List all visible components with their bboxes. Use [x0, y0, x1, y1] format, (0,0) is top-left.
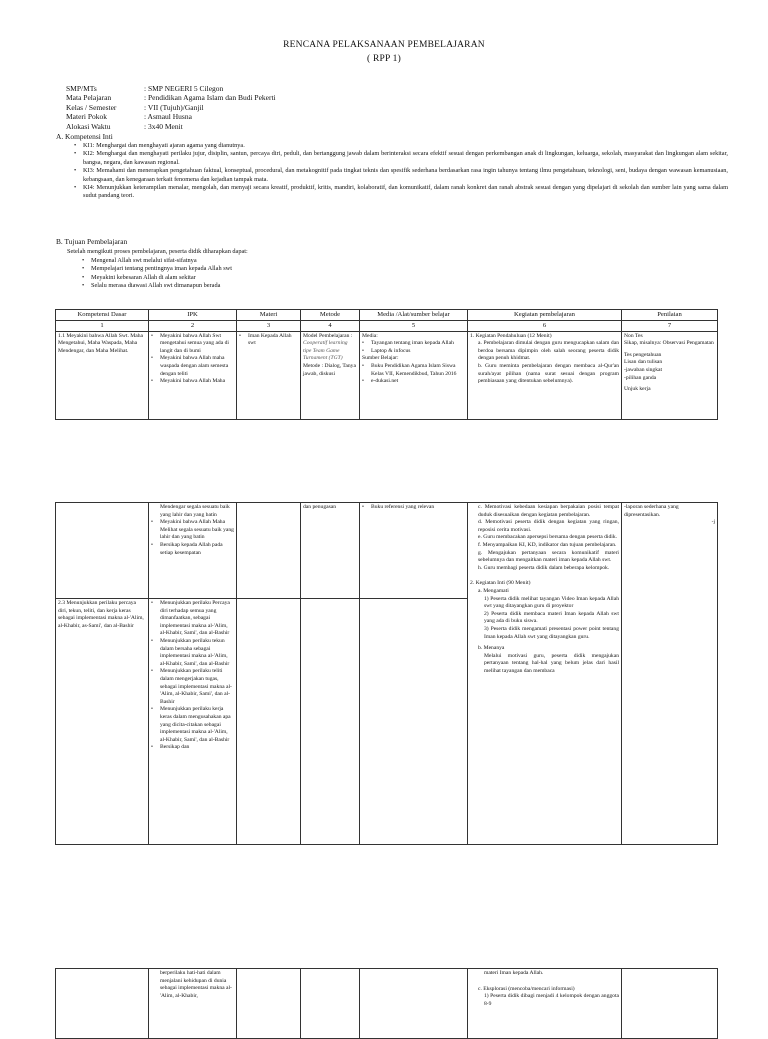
table-header-row — [56, 310, 718, 321]
list-item: • Menunjukkan perilaku Percaya diri terhadap semua yang dimanfaatkan, sebagai implementasi makna al-'Alim, al-Khabir, Sami', dan al-Bashir — [160, 600, 234, 638]
inti-title: 2. Kegiatan Inti (90 Menit) — [470, 580, 531, 587]
kegiatan-cell — [468, 503, 622, 845]
penilaian-line: Lisan dan tulisan — [624, 359, 663, 366]
col-number: 2 — [149, 321, 237, 332]
penilaian-line: -jawaban singkat — [624, 366, 663, 373]
list-item: • KI2: Menghargai dan menghayati perilaku jujur, disiplin, santun, percaya diri, peduli, dan bertanggung jawab dalam berinteraksi secara efektif sesuai dengan perkembangan anak di lingkungan, keluarga, sekolah, masyarakat dan lingkungan alam sekitar, bangsa, negara, dan kawasan regional. — [83, 150, 728, 167]
penilaian-line: -laporan sederhana yang dipresentasikan. — [624, 504, 679, 518]
kegiatan-item: c. Memotivasi kebedaan kesiapan berpakaian posisi tempat duduk disesuaikan dengan kegiatan pembelajaran. — [478, 504, 619, 518]
media-cell — [360, 599, 468, 845]
header-ipk: IPK — [149, 310, 237, 321]
col-number: 3 — [237, 321, 301, 332]
kegiatan-item: 3) Peserta didik mengamati presentasi power point tentang Iman kepada Allah swt yang ditayangkan guru. — [484, 625, 619, 640]
header-media: Media /Alat/sumber belajar — [360, 310, 468, 321]
penilaian-line: Sikap, misalnya: Observasi Pengamatan — [624, 340, 714, 347]
col-number: 5 — [360, 321, 468, 332]
header-penilaian: Penilaian — [622, 310, 718, 321]
media-cell — [360, 969, 468, 1039]
header-kd: Kompetensi Dasar — [56, 310, 149, 321]
materi-cell — [237, 503, 301, 599]
identity-table — [66, 84, 276, 131]
list-item: • Buku referensi yang relevan — [371, 504, 465, 512]
kegiatan-item: 1) Peserta didik melihat tayangan Video Iman kepada Allah swt yang ditayangkan guru di proyektor — [484, 595, 619, 610]
metode-cell — [301, 331, 360, 419]
list-item: • Selalu merasa diawasi Allah swt dimanapun berada — [91, 282, 491, 290]
menanya-text: Melalui motivasi guru, peserta didik mengajukan pertanyaan tentang hal-hal yang belum jelas dari hasil melihat tayangan dan membaca — [484, 652, 619, 674]
kegiatan-item: g. Mengajukan pertanyaan secara komunikatif materi sebelumnya dan mengaitkan materi iman kepada Allah swt. — [478, 549, 619, 564]
meta-row — [66, 93, 276, 102]
col-number: 1 — [56, 321, 149, 332]
table-row — [56, 969, 718, 1039]
list-item: • Menunjukkan perilaku tekun dalam bersaha sebagai implementasi makna al-'Alim, al-Khabir, Sami', dan al-Bashir — [160, 638, 234, 668]
col-number: 4 — [301, 321, 360, 332]
penilaian-line: -pilihan ganda — [624, 374, 657, 381]
penilaian-mark: -j — [711, 519, 715, 526]
kegiatan-title: 1. Kegiatan Pendahuluan (12 Menit) — [470, 332, 552, 339]
kd-cell — [56, 969, 149, 1039]
list-item: • Meyakini kebesaran Allah di alam sekitar — [91, 274, 491, 282]
meta-row — [66, 84, 276, 93]
meta-label: SMP/MTs — [66, 84, 97, 93]
kegiatan-item: d. Memotivasi peserta didik dengan kegiatan yang ringan, reposisi cerita motivasi. — [478, 519, 619, 533]
meta-value: : 3x40 Menit — [144, 121, 183, 131]
header-materi: Materi — [237, 310, 301, 321]
list-item: • Meyakini bahwa Allah maha waspada dengan alam semesta dengan teliti — [160, 355, 234, 378]
ipk-cell — [149, 599, 237, 845]
meta-label: Kelas / Semester — [66, 102, 117, 112]
list-item: • KI4: Menunjukkan keterampilan menalar, mengolah, dan menyaji secara kreatif, produktif, kritis, mandiri, kolaboratif, dan komunikatif, dalam ranah konkret dan ranah abstrak sesuai dengan yang dipelajari di sekolah dan sumber lain yang sama dalam sudut pandang teori. — [83, 184, 728, 201]
tujuan-list — [80, 257, 491, 291]
meta-value: : Asmaul Husna — [144, 112, 192, 122]
kegiatan-item: b. Guru meminta pembelajaran dengan membaca al-Qur'an surah/ayat pilihan (nama surat sesuai dengan program pembiasaan yang ditentukan sebelumnya). — [478, 362, 619, 385]
list-item: • Buku Pendidikan Agama Islam Siswa Kelas VII, Kemendikbud, Tahun 2016 — [371, 363, 465, 378]
penilaian-line: Unjuk kerja — [624, 386, 651, 393]
meta-value: : Pendidikan Agama Islam dan Budi Pekerti — [144, 93, 276, 103]
materi-cell — [237, 969, 301, 1039]
kegiatan-item: h. Guru membagi peserta didik dalam beberapa kelompok. — [478, 564, 610, 571]
kd-cell: 1.1 Meyakini bahwa Allah Swt. Maha Mengetahui, Maha Waspada, Maha Mendengar, dan Maha Melihat. — [56, 331, 149, 419]
kegiatan-item: 2) Peserta didik membaca materi Iman kepada Allah swt yang ada di buku siswa. — [484, 610, 619, 625]
metode-label: Model Pembelajaran : — [303, 332, 353, 339]
list-item: • Bersikap dan — [160, 744, 234, 752]
ipk-cell — [149, 969, 237, 1039]
kegiatan-item: f. Menyampaikan KI, KD, indikator dan tujuan pembelajaran. — [478, 541, 617, 548]
kegiatan-item: 1) Peserta didik dibagi menjadi 4 kelompok dengan anggota 8-9 — [484, 993, 619, 1007]
list-item: • e-dukasi.net — [371, 378, 465, 386]
materi-cell — [237, 599, 301, 845]
list-item: • Laptop & infocus — [371, 348, 465, 356]
list-item: • Meyakini bahwa Allah Maha — [160, 378, 234, 386]
list-item: • Iman Kepada Allah swt — [248, 333, 298, 348]
kd-cell — [56, 503, 149, 599]
kegiatan-cell — [468, 331, 622, 419]
kompetensi-inti-list — [72, 142, 728, 201]
kd-cell: 2.3 Menunjukkan perilaku percaya diri, tekun, teliti, dan kerja keras sebagai implementasi makna al-'Alim, al-Khabir, as-Sami', dan al-Bashir — [56, 599, 149, 845]
meta-value: : VII (Tujuh)/Ganjil — [144, 102, 204, 112]
kegiatan-item: e. Guru membacakan apersepsi bersama dengan peserta didik. — [478, 534, 618, 541]
ipk-cell — [149, 503, 237, 599]
table-number-row — [56, 321, 718, 332]
col-number: 7 — [622, 321, 718, 332]
kegiatan-item: materi Iman kepada Allah. — [484, 970, 544, 976]
list-item: • Tayangan tentang iman kepada Allah — [371, 340, 465, 348]
eksplorasi-heading: c. Eksplorasi (mencoba/mencari informasi) — [478, 985, 575, 992]
meta-row — [66, 112, 276, 121]
meta-label: Alokasi Waktu — [66, 121, 111, 131]
table-row — [56, 503, 718, 599]
penilaian-cell — [622, 331, 718, 419]
metode-rest: Metode : Dialog, Tanya jawab, diskusi — [303, 362, 356, 377]
col-number: 6 — [468, 321, 622, 332]
ipk-cell — [149, 331, 237, 419]
header-kegiatan: Kegiatan pembelajaran — [468, 310, 622, 321]
meta-value: : SMP NEGERI 5 Cilegon — [144, 84, 224, 93]
list-item: • KI1: Menghargai dan menghayati ajaran agama yang dianutnya. — [83, 142, 728, 150]
table-row — [56, 331, 718, 419]
document-title: RENCANA PELAKSANAAN PEMBELAJARAN — [283, 40, 485, 50]
penilaian-line: Non Tes — [624, 332, 643, 339]
penilaian-cell — [622, 969, 718, 1039]
materi-cell — [237, 331, 301, 419]
metode-cell: dan penugasan — [301, 503, 360, 599]
list-item: • Bersikap kepada Allah pada setiap kesempatan — [160, 542, 234, 557]
rpp-table-continued — [55, 502, 718, 845]
sumber-label: Sumber Belajar: — [362, 355, 399, 362]
meta-label: Mata Pelajaran — [66, 93, 112, 103]
mengamati-heading: a. Mengamati — [478, 587, 509, 594]
kegiatan-item: a. Pembelajaran dimulai dengan guru mengucapkan salam dan berdoa bersama dipimpin oleh salah seorang peserta didik dengan penuh khidmat. — [478, 340, 619, 362]
list-item: • Menunjukkan perilaku kerja keras dalam mengusahakan apa yang dicita-citakan sebagai implementasi makna al-'Alim, al-Khabir, Sami', dan al-Bashir — [160, 706, 234, 744]
meta-row — [66, 103, 276, 112]
list-item: • Meyakini bahwa Allah Swt mengetahui semua yang ada di langit dan di bumi — [160, 333, 234, 356]
section-a-heading: A. Kompetensi Inti — [56, 132, 113, 141]
header-metode: Metode — [301, 310, 360, 321]
metode-cell — [301, 599, 360, 845]
penilaian-cell — [622, 503, 718, 845]
ipk-continued: berperilaku hati-hati dalam menjalani kehidupan di dunia sebagai implementasi makna al-'Alim, al-Khabir, — [160, 970, 232, 999]
section-b-heading: B. Tujuan Pembelajaran — [56, 237, 128, 246]
metode-cell — [301, 969, 360, 1039]
meta-label: Materi Pokok — [66, 112, 108, 122]
rpp-table-page3 — [55, 968, 718, 1039]
penilaian-line: Tes pengetahuan — [624, 351, 662, 358]
media-cell — [360, 331, 468, 419]
media-label: Media: — [362, 332, 378, 339]
ipk-continued: Mendengar segala sesuatu baik yang lahir dan yang batin — [160, 504, 230, 518]
kegiatan-cell — [468, 969, 622, 1039]
list-item: • Meyakini bahwa Allah Maha Melihat segala sesuatu baik yang lahir dan yang batin — [160, 519, 234, 542]
tujuan-intro: Setelah mengikuti proses pembelajaran, peserta didik diharapkan dapat: — [67, 248, 248, 255]
menanya-heading: b. Menanya — [478, 645, 505, 652]
meta-row — [66, 122, 276, 131]
media-cell — [360, 503, 468, 599]
list-item: • Mengenal Allah swt melalui sifat-sifatnya — [91, 257, 491, 265]
list-item: • Mempelajari tentang pentingnya iman kepada Allah swt — [91, 265, 491, 273]
metode-model: Cooperatif learning tipe Team Game Turnament (TGT) — [303, 340, 348, 362]
document-subtitle: ( RPP 1) — [367, 54, 401, 64]
list-item: • Menunjukkan perilaku teliti dalam mengerjakan tugas, sebagai implementasi makna al-'Alim, al-Khabir, Sami', dan al-Bashir — [160, 668, 234, 706]
list-item: • KI3: Memahami dan menerapkan pengetahuan faktual, konseptual, procedural, dan metakognitif pada tingkat teknis dan spesifik sederhana berdasarkan rasa ingin tahunya tentang ilmu pengetahuan, teknologi, seni, budaya dengan wawasan kemanusiaan, kebangsaan, dan kenegaraan terkait fenomena dan kejadian tampak mata. — [83, 167, 728, 184]
rpp-table — [55, 309, 718, 420]
